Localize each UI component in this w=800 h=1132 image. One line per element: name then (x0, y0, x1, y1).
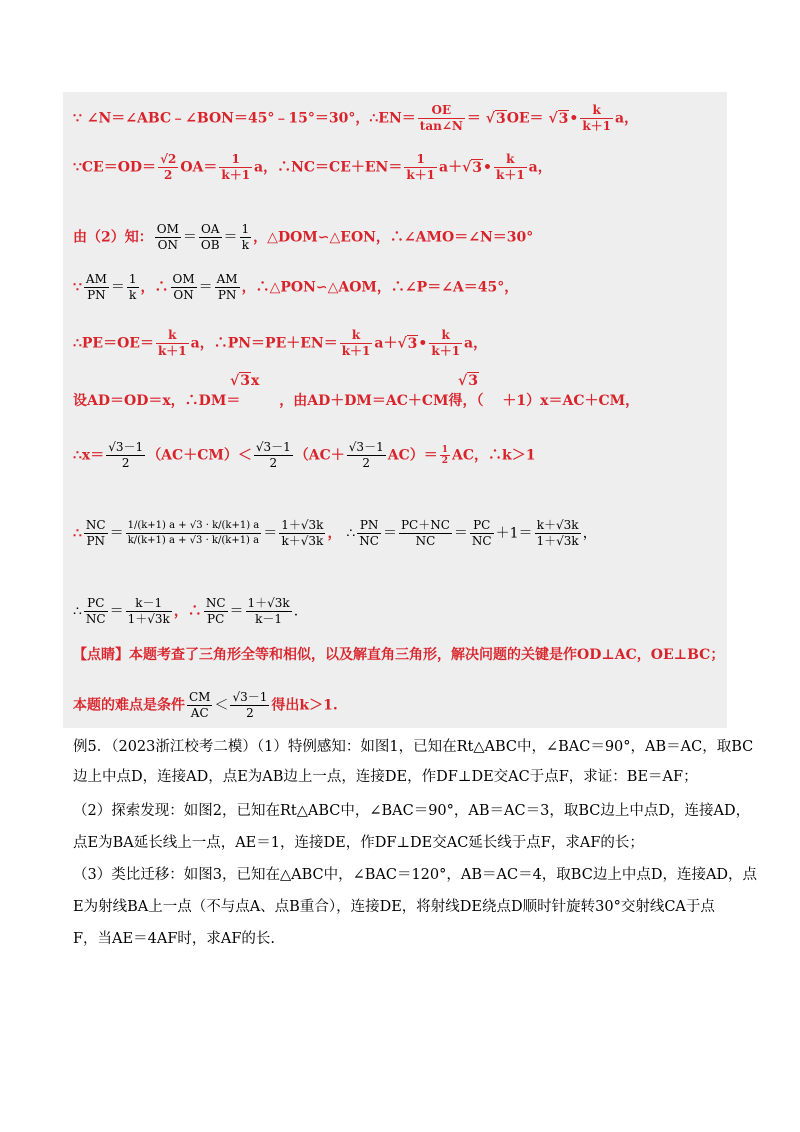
tip-text: 本题考查了三角形全等和相似，以及解直角三角形，解决问题的关键是作OD⊥AC，OE⊥BC； (129, 647, 725, 663)
denominator: k－1 (255, 612, 283, 626)
denominator: PC (207, 612, 225, 626)
fraction (106, 440, 145, 471)
fraction (171, 272, 197, 303)
numerator: k－1 (126, 596, 172, 612)
text: a＋ (374, 335, 398, 352)
radicand: 3 (407, 335, 418, 352)
sqrt: √3 (230, 373, 250, 389)
denominator: OB (200, 238, 220, 252)
numerator: 1 (128, 272, 137, 286)
numerator: 1 (219, 152, 252, 168)
fraction (580, 103, 613, 134)
numerator: PN (357, 518, 381, 534)
text: ∵CE＝OD＝ (73, 159, 157, 176)
fraction (440, 445, 450, 466)
solution-background (63, 92, 727, 728)
sqrt: √3 (485, 110, 506, 127)
fraction (230, 690, 269, 721)
fraction (340, 328, 373, 359)
radicand: 3 (240, 373, 250, 389)
numerator: AM (85, 272, 107, 286)
fraction (84, 596, 108, 627)
complex-fraction (126, 519, 262, 548)
solution-line-7 (73, 440, 535, 471)
solution-line-8 (73, 518, 597, 549)
solution-line-4 (73, 272, 518, 303)
equals: ＝ (110, 279, 125, 296)
denominator: 2 (441, 456, 448, 466)
tip-line-1 (73, 644, 724, 664)
fraction (347, 440, 386, 471)
text: ∴x＝ (73, 447, 105, 464)
numerator: OE (418, 103, 465, 119)
text: ， (582, 525, 597, 542)
numerator: k (429, 328, 462, 344)
numerator: 1＋√3k (247, 596, 290, 610)
example-line-4: 点E为BA延长线上一点，AE＝1，连接DE，作DF⊥DE交AC延长线于点F，求AF的长； (73, 835, 644, 851)
denominator: NC (415, 534, 436, 548)
fraction (187, 690, 212, 721)
denominator: k (241, 238, 249, 252)
radicand: 3 (472, 159, 483, 176)
numerator: 1＋√3k (281, 518, 324, 532)
solution-line-1 (73, 103, 638, 134)
numerator: PC＋NC (400, 518, 450, 532)
solution-line-3 (73, 222, 533, 253)
denominator: PN (87, 288, 106, 302)
fraction (404, 152, 437, 183)
fraction (204, 596, 228, 627)
text: 设AD＝OD＝x，∴DM＝ (73, 393, 241, 409)
denominator: ON (157, 238, 178, 252)
numerator: 1/(k+1) a + √3 · k/(k+1) a (126, 519, 262, 534)
numerator: √3－1 (108, 440, 144, 454)
numerator: √3－1 (348, 440, 384, 454)
denominator: PN (86, 534, 106, 548)
fraction (127, 272, 139, 303)
denominator: k＋1 (157, 344, 187, 358)
variable: x (250, 373, 260, 389)
numerator: PC (470, 518, 494, 534)
denominator: 2 (269, 456, 278, 470)
denominator: 2 (246, 706, 254, 720)
solution-line-2 (73, 152, 552, 183)
text: AC）＝ (387, 447, 438, 464)
numerator: √2 (160, 152, 177, 166)
text: a， (464, 335, 488, 352)
sqrt: √3 (462, 159, 483, 176)
denominator: k＋1 (341, 344, 371, 358)
text: OA＝ (180, 159, 218, 176)
therefore: ∴ (73, 603, 82, 620)
fraction (246, 596, 292, 627)
equals: ＝ (198, 279, 213, 296)
denominator: PN (217, 288, 237, 302)
example-line-2: 边上中点D，连接AD，点E为AB边上一点，连接DE，作DF⊥DE交AC于点F，求证：BE＝AF； (73, 769, 698, 785)
text: ，∴△PON∽△AOM，∴∠P＝∠A＝45°， (241, 279, 519, 296)
text: ∵ (73, 279, 82, 296)
text: ∵ ∠N＝∠ABC﹣∠BON＝45°﹣15°＝30°，∴EN＝ (73, 110, 416, 127)
text: a，∴NC＝CE＋EN＝ (254, 159, 403, 176)
denominator: 1＋√3k (127, 612, 170, 626)
example-line-7: F，当AE＝4AF时，求AF的长. (73, 931, 276, 947)
fraction (240, 222, 252, 253)
tip-text: 本题的难点是条件 (73, 697, 185, 714)
text: ＋1＝ (495, 525, 533, 542)
fraction (158, 152, 178, 183)
denominator: k＋1 (582, 119, 612, 133)
fraction (254, 440, 293, 471)
numerator: 1 (404, 152, 437, 168)
example-line-5: （3）类比迁移：如图3，已知在△ABC中，∠BAC＝120°，AB＝AC＝4，取BC边上中点D，连接AD，点 (73, 867, 758, 883)
sqrt: √3 (458, 373, 478, 389)
text: a，∴PN＝PE＋EN＝ (190, 335, 338, 352)
dot: • (418, 335, 428, 352)
solution-line-5 (73, 328, 487, 359)
numerator: NC (205, 596, 226, 610)
fraction (84, 272, 109, 303)
denominator: k＋1 (496, 168, 525, 182)
text: 由（2）知： (73, 229, 153, 246)
fraction (126, 596, 172, 627)
therefore: ∴ (346, 525, 356, 542)
denominator: k＋1 (406, 168, 436, 182)
text: a， (615, 110, 639, 127)
numerator: 1 (441, 445, 448, 455)
denominator: NC (471, 534, 492, 548)
numerator: OM (172, 272, 195, 286)
fraction (84, 518, 108, 549)
fraction (470, 518, 494, 549)
text: ，∴ (140, 279, 169, 296)
denominator: ON (173, 288, 194, 302)
example-line-1: 例5．（2023浙江校考二模）（1）特例感知：如图1，已知在Rt△ABC中，∠BAC＝90°，AB＝AC，取BC (73, 739, 754, 755)
fraction (279, 518, 325, 549)
solution-line-6 (73, 373, 640, 410)
fraction (399, 518, 452, 549)
numerator: OA (199, 222, 222, 238)
dot: • (483, 159, 492, 176)
less-than: ＜ (214, 697, 229, 714)
text: ∴ (73, 525, 82, 542)
denominator: NC (85, 612, 106, 626)
text: ，∴ (173, 603, 202, 620)
numerator: NC (85, 518, 106, 532)
fraction (494, 152, 527, 183)
sqrt: √3 (548, 110, 569, 127)
fraction (215, 272, 240, 303)
numerator: k (340, 328, 373, 344)
fraction (535, 518, 581, 549)
denominator: 2 (164, 168, 173, 182)
numerator: OM (156, 222, 179, 236)
fraction (156, 328, 189, 359)
equals: ＝ (453, 525, 468, 542)
numerator: √3－1 (255, 440, 291, 454)
denominator: 2 (121, 456, 130, 470)
fraction (155, 222, 181, 253)
numerator: √3－1 (232, 690, 268, 704)
equals: ＝ (223, 229, 238, 246)
denominator: tan∠N (419, 119, 463, 133)
tip-text: 得出k＞1. (271, 697, 338, 714)
text: ＝ (466, 110, 481, 127)
sqrt-superscript (458, 373, 479, 389)
text: ，△DOM∽△EON，∴∠AMO＝∠N＝30° (253, 229, 534, 246)
text: a＋ (439, 159, 463, 176)
numerator: PC (84, 596, 108, 612)
numerator: 1 (241, 222, 250, 236)
denominator: NC (359, 534, 379, 548)
text: . (293, 603, 299, 620)
radicand: 3 (495, 110, 506, 127)
dot: • (569, 110, 579, 127)
equals: ＝ (182, 229, 197, 246)
denominator: k＋1 (221, 168, 251, 182)
text: （AC＋ (294, 447, 345, 464)
denominator: AC (190, 706, 209, 720)
numerator: k (156, 328, 189, 344)
numerator: k (494, 152, 527, 168)
equals: ＝ (382, 525, 397, 542)
equals: ＝ (229, 603, 244, 620)
example-line-3: （2）探索发现：如图2，已知在Rt△ABC中，∠BAC＝90°，AB＝AC＝3，取BC边上中点D，连接AD， (73, 803, 751, 819)
equals: ＝ (263, 525, 278, 542)
radicand: 3 (558, 110, 569, 127)
denominator: k/(k+1) a + √3 · k/(k+1) a (127, 535, 260, 546)
text: ，由AD＋DM＝AC＋CM得，（ (279, 393, 484, 409)
denominator: 1＋√3k (536, 534, 579, 548)
denominator: 2 (362, 456, 371, 470)
text: AC，∴k＞1 (451, 447, 536, 464)
fraction (429, 328, 462, 359)
numerator: k (580, 103, 613, 119)
text: ， (327, 525, 342, 542)
equals: ＝ (109, 525, 124, 542)
text: （AC＋CM）＜ (147, 447, 252, 464)
text: ＋1）x＝AC＋CM， (502, 393, 640, 409)
denominator: k (129, 288, 137, 302)
denominator: k＋√3k (281, 534, 324, 548)
tip-line-2 (73, 690, 338, 721)
text: OE＝ (506, 110, 544, 127)
denominator: k＋1 (431, 344, 461, 358)
equals: ＝ (109, 603, 124, 620)
solution-line-9 (73, 596, 298, 627)
sqrt: √3 (397, 335, 418, 352)
sqrt-superscript (230, 373, 259, 389)
radicand: 3 (468, 373, 478, 389)
fraction (219, 152, 252, 183)
text: ∴PE＝OE＝ (73, 335, 154, 352)
example-line-6: E为射线BA上一点（不与点A、点B重合），连接DE，将射线DE绕点D顺时针旋转30°交射线CA于点 (73, 899, 715, 915)
fraction (418, 103, 465, 134)
numerator: CM (189, 690, 211, 704)
tip-label: 【点睛】 (73, 647, 129, 663)
numerator: k＋√3k (535, 518, 581, 534)
text: a， (528, 159, 552, 176)
fraction (357, 518, 381, 549)
fraction (199, 222, 222, 253)
numerator: AM (216, 272, 238, 286)
